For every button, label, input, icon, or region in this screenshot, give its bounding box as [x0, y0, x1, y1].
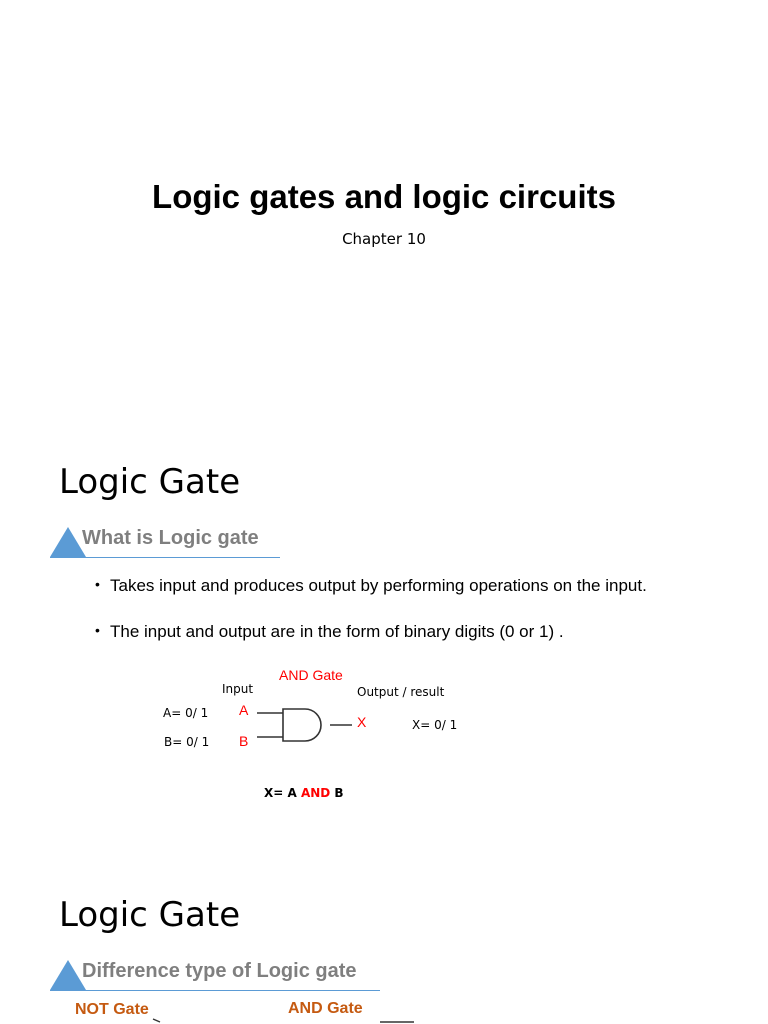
formula-suffix: B	[330, 786, 344, 800]
input-b-label: B	[239, 733, 249, 749]
triangle-bullet-icon	[50, 960, 86, 990]
presentation-subtitle: Chapter 10	[342, 230, 426, 248]
presentation-title: Logic gates and logic circuits	[152, 178, 616, 215]
bullet-item	[95, 576, 647, 596]
formula-operator: AND	[300, 786, 331, 800]
gate-name-label: AND Gate	[279, 667, 343, 683]
heading-underline	[50, 990, 380, 991]
and-gate-icon	[378, 1018, 418, 1024]
slide-title: Logic Gate	[59, 462, 241, 502]
not-gate-label: NOT Gate	[75, 1001, 149, 1018]
output-value: X= 0/ 1	[412, 718, 458, 732]
section-heading: What is Logic gate	[82, 527, 259, 549]
output-label: Output / result	[357, 685, 445, 699]
bullet-text: Takes input and produces output by performing operations on the input.	[110, 576, 647, 595]
bullet-dot-icon: •	[95, 622, 100, 638]
heading-underline	[50, 557, 280, 558]
input-a-value: A= 0/ 1	[163, 706, 209, 720]
formula-prefix: X= A	[264, 786, 301, 800]
boolean-formula	[264, 786, 344, 800]
bullet-item	[95, 622, 564, 642]
triangle-bullet-icon	[50, 527, 86, 557]
and-gate-icon	[255, 700, 365, 750]
bullet-dot-icon: •	[95, 576, 100, 592]
not-gate-icon	[150, 1016, 170, 1024]
input-label: Input	[222, 682, 254, 696]
bullet-text: The input and output are in the form of binary digits (0 or 1) .	[110, 622, 564, 641]
slide-title: Logic Gate	[59, 895, 241, 935]
output-x-label: X	[357, 714, 367, 730]
section-heading: Difference type of Logic gate	[82, 960, 357, 982]
and-gate-label: AND Gate	[288, 1000, 363, 1017]
input-b-value: B= 0/ 1	[164, 735, 210, 749]
input-a-label: A	[239, 702, 249, 718]
